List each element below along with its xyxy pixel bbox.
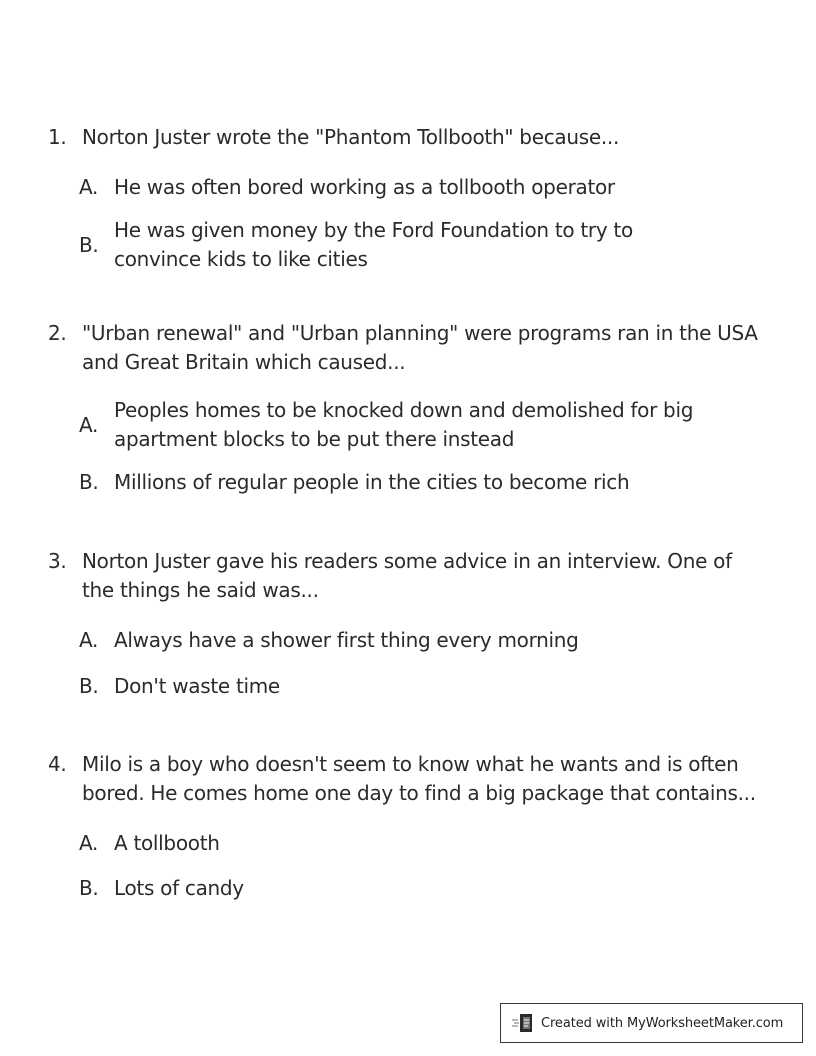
option-text: He was given money by the Ford Foundation to try to convince kids to like cities [114, 218, 633, 271]
option-letter: B. [79, 470, 99, 494]
option-text: Millions of regular people in the cities to become rich [114, 470, 630, 494]
option-letter: B. [79, 232, 99, 257]
option-letter: A. [79, 175, 99, 199]
option-a [79, 173, 768, 202]
question-number: 3. [48, 549, 67, 573]
option-b [79, 874, 768, 903]
question-stem [48, 123, 768, 152]
option-letter: B. [79, 674, 99, 698]
option-a [79, 626, 768, 655]
question-text: Norton Juster gave his readers some advice in an interview. One of the things he said was... [82, 549, 732, 602]
question-text: Norton Juster wrote the "Phantom Tollbooth" because... [82, 125, 620, 149]
question-stem [48, 750, 768, 808]
option-letter: A. [79, 412, 99, 437]
question-4 [48, 750, 768, 903]
question-number: 2. [48, 321, 67, 345]
option-b [79, 216, 699, 274]
option-b [79, 672, 768, 701]
option-letter: A. [79, 628, 99, 652]
option-text: A tollbooth [114, 831, 220, 855]
question-stem [48, 547, 768, 605]
option-text: Always have a shower first thing every morning [114, 628, 579, 652]
option-a [79, 829, 768, 858]
question-number: 4. [48, 752, 67, 776]
option-b [79, 468, 768, 497]
footer-badge[interactable] [500, 1003, 803, 1043]
option-text: Don't waste time [114, 674, 280, 698]
question-2 [48, 319, 768, 497]
question-text: "Urban renewal" and "Urban planning" were programs ran in the USA and Great Britain which caused... [82, 321, 758, 374]
worksheet-logo-icon [511, 1012, 535, 1034]
option-a [79, 396, 739, 454]
option-text: Peoples homes to be knocked down and demolished for big apartment blocks to be put there instead [114, 398, 694, 451]
option-letter: B. [79, 876, 99, 900]
question-stem [48, 319, 768, 377]
option-text: He was often bored working as a tollbooth operator [114, 175, 615, 199]
footer-text: Created with MyWorksheetMaker.com [541, 1015, 784, 1031]
question-3 [48, 547, 768, 701]
question-number: 1. [48, 125, 67, 149]
option-letter: A. [79, 831, 99, 855]
option-text: Lots of candy [114, 876, 244, 900]
question-1 [48, 123, 768, 274]
question-text: Milo is a boy who doesn't seem to know what he wants and is often bored. He comes home one day to find a big package that contains... [82, 752, 756, 805]
